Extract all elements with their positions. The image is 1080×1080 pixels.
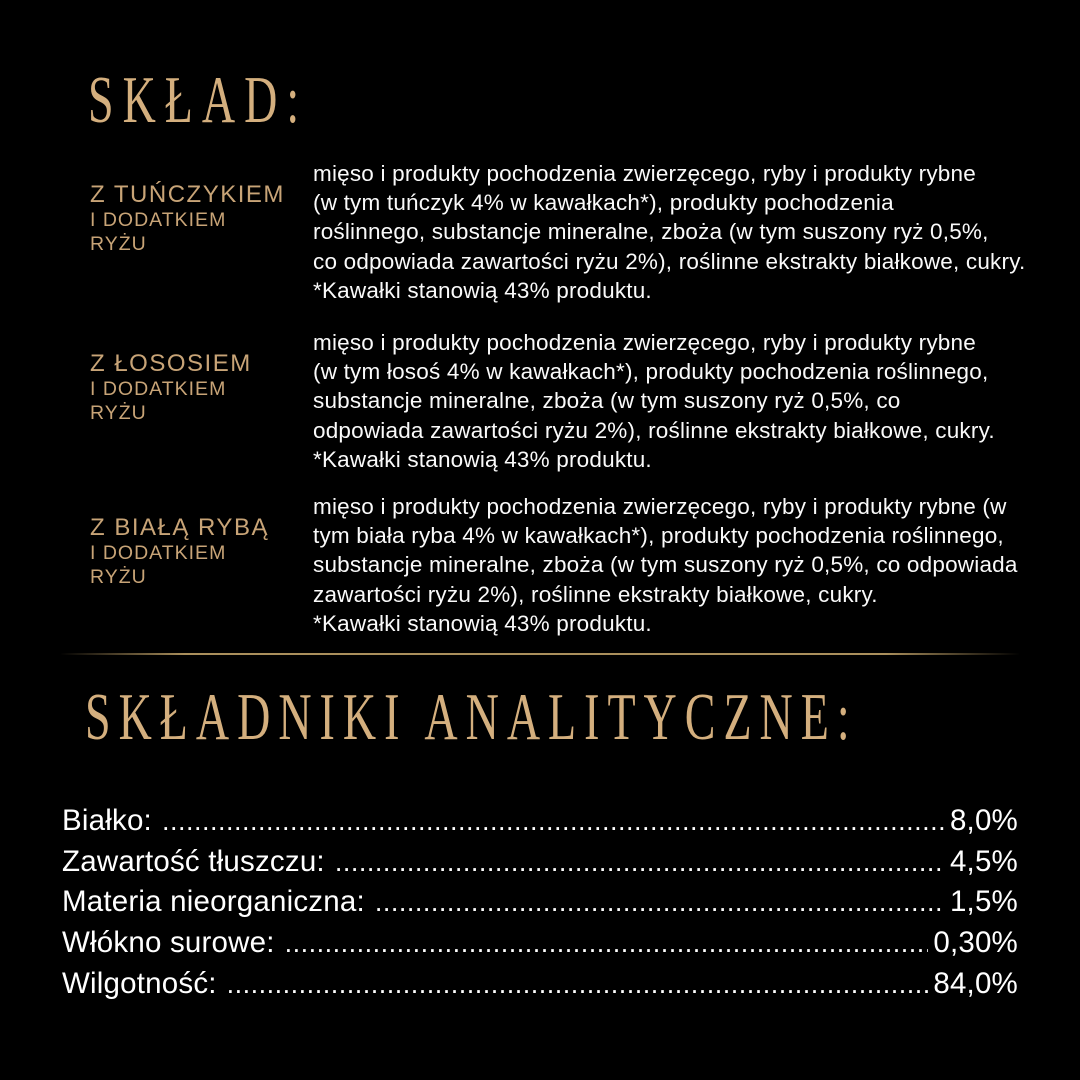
row-value: 1,5% bbox=[949, 885, 1018, 919]
variant-name-salmon bbox=[90, 328, 313, 474]
ingredient-line: mięso i produkty pochodzenia zwierzęcego, ryby i produkty rybne (w bbox=[313, 494, 1007, 519]
ingredient-text-salmon bbox=[313, 328, 1018, 474]
ingredient-line: *Kawałki stanowią 43% produktu. bbox=[313, 277, 652, 303]
ingredient-section-whitefish bbox=[90, 492, 1018, 638]
row-label: Materia nieorganiczna: bbox=[62, 885, 365, 919]
row-value: 0,30% bbox=[933, 926, 1018, 960]
ingredient-line: mięso i produkty pochodzenia zwierzęcego, ryby i produkty rybne bbox=[313, 161, 976, 186]
row-label: Zawartość tłuszczu: bbox=[62, 844, 325, 878]
ingredient-text-tuna bbox=[313, 159, 1025, 305]
ingredient-line: zawartości ryżu 2%), roślinne ekstrakty białkowe, cukry. bbox=[313, 581, 878, 607]
table-row-crude-fibre bbox=[62, 923, 1018, 964]
ingredient-line: (w tym łosoś 4% w kawałkach*), produkty pochodzenia roślinnego, bbox=[313, 359, 989, 385]
ingredient-section-tuna bbox=[90, 159, 1026, 305]
variant-subtitle: RYŻU bbox=[90, 401, 147, 424]
analytical-heading: SKŁADNIKI ANALITYCZNE: bbox=[85, 679, 858, 754]
table-row-inorganic-matter bbox=[62, 882, 1018, 923]
ingredient-line: substancje mineralne, zboża (w tym suszony ryż 0,5%, co bbox=[313, 388, 901, 414]
ingredient-line: (w tym tuńczyk 4% w kawałkach*), produkty pochodzenia bbox=[313, 190, 894, 216]
variant-name-tuna bbox=[90, 159, 313, 305]
ingredient-line: mięso i produkty pochodzenia zwierzęcego, ryby i produkty rybne bbox=[313, 330, 976, 355]
ingredient-line: roślinnego, substancje mineralne, zboża (w tym suszony ryż 0,5%, bbox=[313, 219, 989, 245]
dot-leader bbox=[375, 882, 945, 923]
dot-leader bbox=[285, 923, 929, 964]
ingredient-line: co odpowiada zawartości ryżu 2%), roślinne ekstrakty białkowe, cukry. bbox=[313, 248, 1026, 274]
ingredients-heading: SKŁAD: bbox=[88, 62, 309, 137]
table-row-moisture bbox=[62, 964, 1018, 1005]
variant-subtitle: RYŻU bbox=[90, 232, 147, 255]
ingredient-text-whitefish bbox=[313, 492, 1018, 638]
ingredient-line: substancje mineralne, zboża (w tym suszony ryż 0,5%, co odpowiada bbox=[313, 552, 1018, 578]
variant-subtitle: I DODATKIEM bbox=[90, 209, 227, 231]
ingredient-line: tym biała ryba 4% w kawałkach*), produkty pochodzenia roślinnego, bbox=[313, 523, 1004, 549]
dot-leader bbox=[335, 842, 945, 883]
table-row-protein bbox=[62, 801, 1018, 842]
ingredient-section-salmon bbox=[90, 328, 1018, 474]
section-divider bbox=[60, 653, 1020, 655]
dot-leader bbox=[162, 801, 945, 842]
analytical-table bbox=[62, 801, 1018, 1004]
row-label: Włókno surowe: bbox=[62, 926, 275, 960]
variant-title: Z ŁOSOSIEM bbox=[90, 350, 252, 377]
dot-leader bbox=[227, 964, 929, 1005]
variant-title: Z TUŃCZYKIEM bbox=[90, 181, 285, 208]
row-value: 8,0% bbox=[949, 804, 1018, 837]
table-row-fat bbox=[62, 842, 1018, 883]
ingredient-line: odpowiada zawartości ryżu 2%), roślinne ekstrakty białkowe, cukry. bbox=[313, 417, 995, 443]
variant-title: Z BIAŁĄ RYBĄ bbox=[90, 514, 269, 541]
ingredient-line: *Kawałki stanowią 43% produktu. bbox=[313, 610, 652, 636]
variant-subtitle: I DODATKIEM bbox=[90, 378, 227, 400]
variant-subtitle: RYŻU bbox=[90, 565, 147, 588]
row-value: 84,0% bbox=[933, 966, 1018, 1000]
variant-name-whitefish bbox=[90, 492, 313, 638]
row-label: Białko: bbox=[62, 804, 152, 837]
row-value: 4,5% bbox=[949, 844, 1018, 878]
ingredient-line: *Kawałki stanowią 43% produktu. bbox=[313, 446, 652, 472]
row-label: Wilgotność: bbox=[62, 966, 217, 1000]
variant-subtitle: I DODATKIEM bbox=[90, 542, 227, 564]
